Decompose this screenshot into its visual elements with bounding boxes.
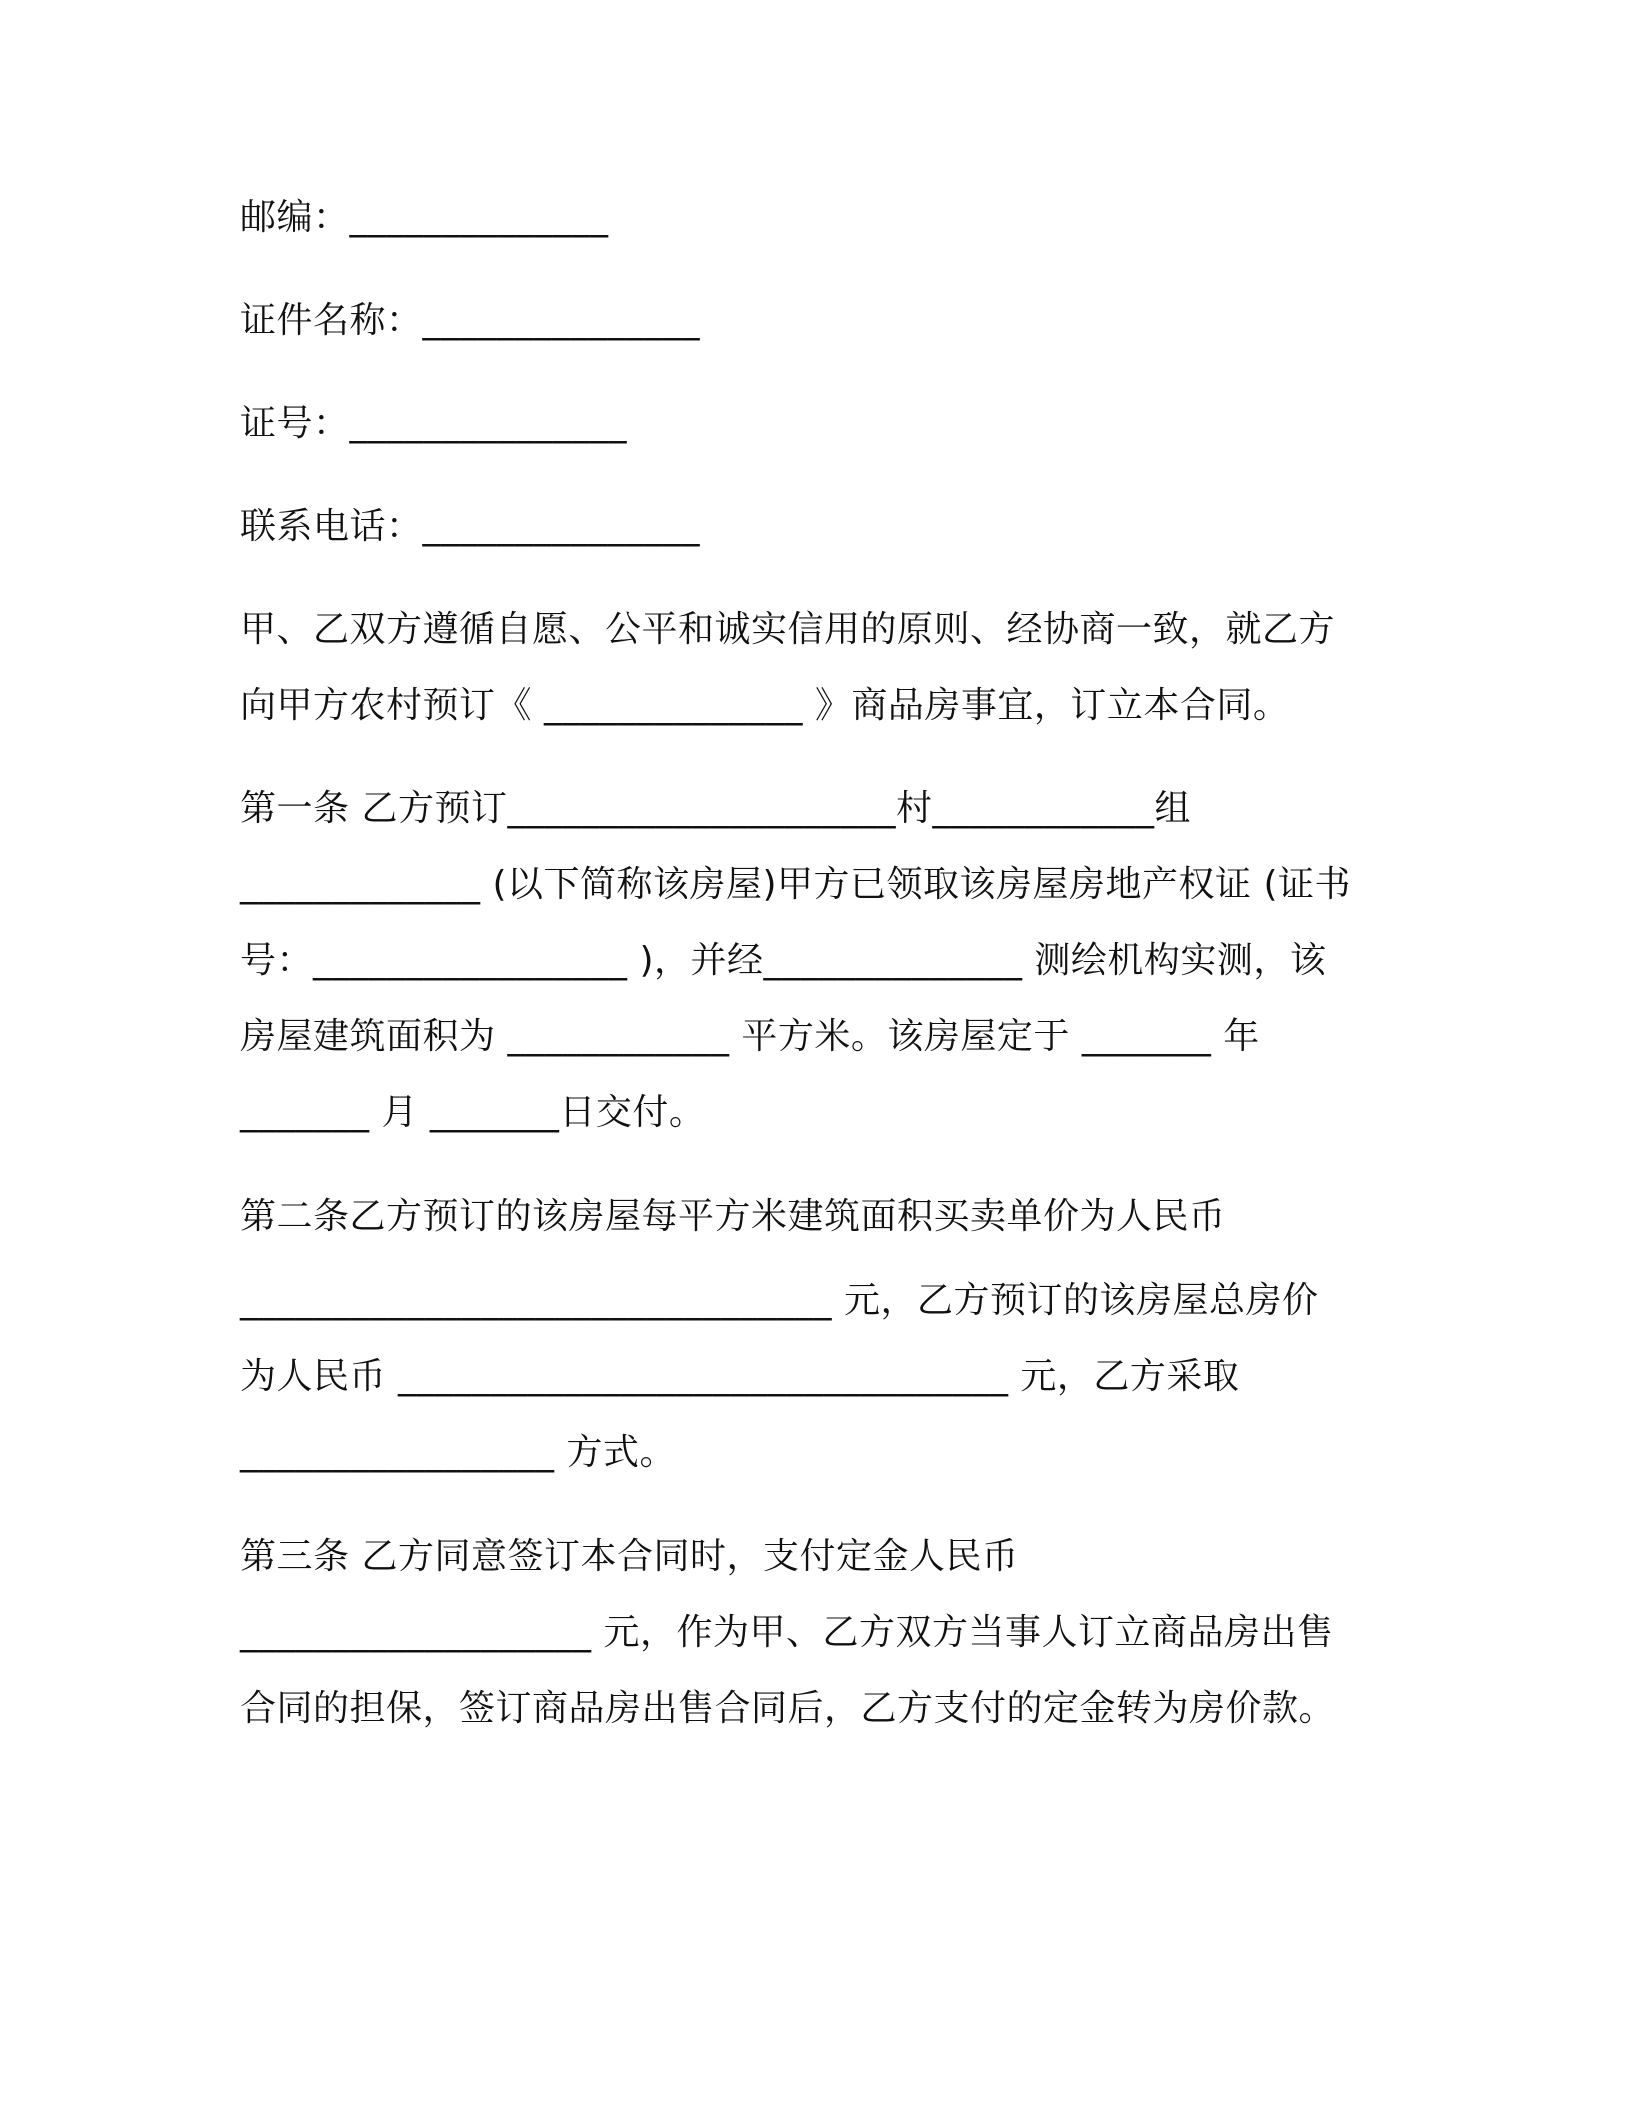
- id-number-field: 证号：_______________: [240, 403, 628, 444]
- id-name-field: 证件名称：_______________: [240, 300, 701, 341]
- article3-line-1: 第三条 乙方同意签订本合同时，支付定金人民币: [240, 1536, 1019, 1577]
- intro-line-1: 甲、乙双方遵循自愿、公平和诚实信用的原则、经协商一致，就乙方: [240, 609, 1336, 650]
- article2-line-4: _________________ 方式。: [240, 1432, 676, 1473]
- article1-line-1: 第一条 乙方预订_____________________村____________组: [240, 788, 1191, 829]
- article2-line-3: 为人民币 _________________________________ 元，乙方采取: [240, 1356, 1240, 1397]
- article1-line-3: 号：_________________ )，并经______________ 测绘机构实测，该: [240, 940, 1327, 981]
- article1-line-4: 房屋建筑面积为 ____________ 平方米。该房屋定于 _______ 年: [240, 1016, 1260, 1057]
- article2-line-2: ________________________________ 元，乙方预订的该房屋总房价: [240, 1280, 1319, 1321]
- phone-field: 联系电话：_______________: [240, 506, 701, 547]
- article2-line-1: 第二条乙方预订的该房屋每平方米建筑面积买卖单价为人民币: [240, 1196, 1226, 1237]
- article3-line-2: ___________________ 元，作为甲、乙方双方当事人订立商品房出售: [240, 1612, 1334, 1653]
- postcode-field: 邮编：______________: [240, 197, 609, 238]
- article1-line-5: _______ 月 _______日交付。: [240, 1092, 706, 1133]
- intro-line-2: 向甲方农村预订《 ______________ 》商品房事宜，订立本合同。: [240, 685, 1290, 726]
- article3-line-3: 合同的担保，签订商品房出售合同后，乙方支付的定金转为房价款。: [240, 1688, 1336, 1729]
- article1-line-2: _____________ (以下简称该房屋)甲方已领取该房屋房地产权证 (证书: [240, 864, 1352, 905]
